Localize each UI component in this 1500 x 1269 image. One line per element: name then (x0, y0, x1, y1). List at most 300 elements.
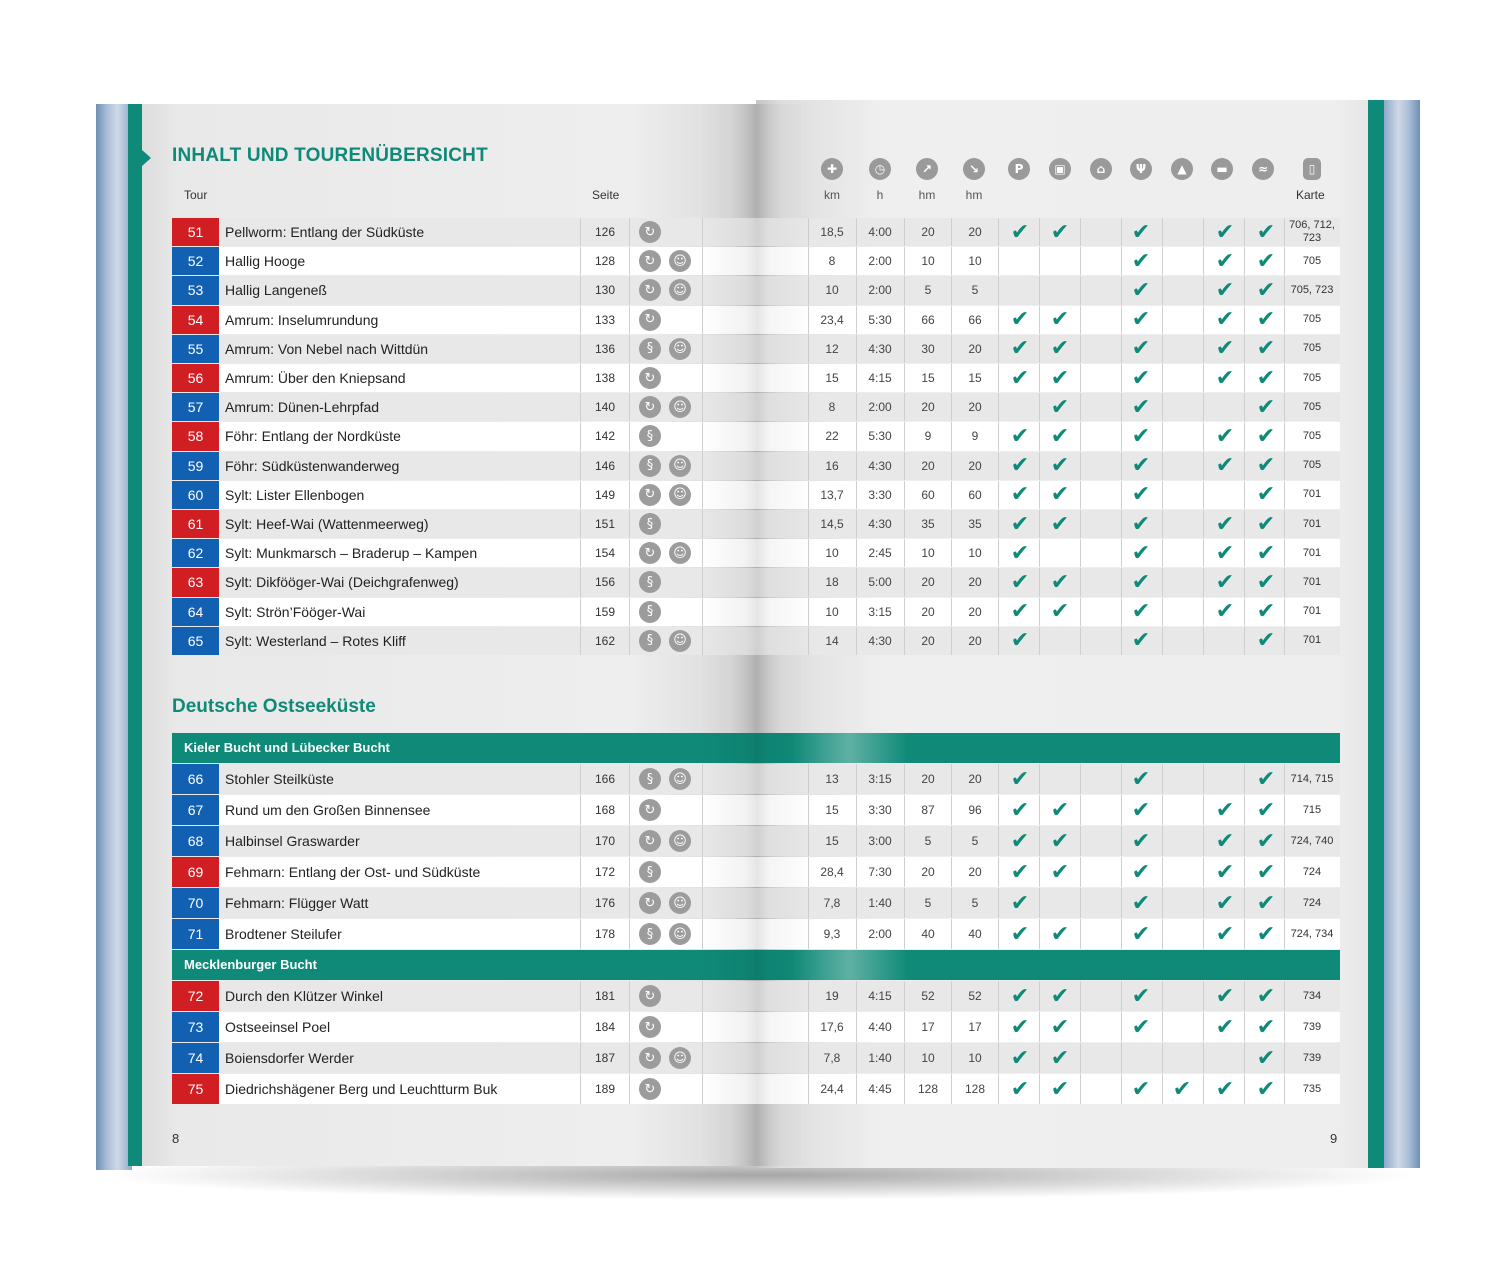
tour-number: 53 (172, 276, 219, 304)
header-h: h (876, 188, 884, 202)
column-divider (1203, 1012, 1204, 1042)
amenity-check-icon: ✔ (1010, 511, 1030, 537)
tour-name: Rund um den Großen Binnensee (225, 802, 431, 818)
column-divider (702, 795, 703, 825)
column-divider (629, 981, 630, 1011)
column-divider (998, 539, 999, 567)
cable-car-icon: ⌂ (1090, 158, 1112, 180)
amenity-check-icon: ✔ (1131, 983, 1151, 1009)
column-divider (1203, 306, 1204, 334)
column-divider (1039, 335, 1040, 363)
one-way-tour-icon: § (639, 513, 661, 535)
column-divider (629, 364, 630, 392)
tour-name: Diedrichshägener Berg und Leuchtturm Buk (225, 1081, 498, 1097)
tour-duration: 4:30 (868, 458, 892, 473)
column-divider (1203, 598, 1204, 626)
column-divider (1203, 919, 1204, 949)
column-divider (1203, 452, 1204, 480)
column-divider (1162, 627, 1163, 655)
tour-map-number: 701 (1302, 546, 1322, 559)
column-divider (1244, 1074, 1245, 1104)
column-divider (629, 452, 630, 480)
tour-name: Föhr: Entlang der Nordküste (225, 428, 401, 445)
tour-ascent: 5 (924, 896, 932, 910)
column-divider (1080, 1074, 1081, 1104)
tour-page: 154 (594, 546, 616, 561)
column-divider (1244, 568, 1245, 596)
column-divider (1284, 335, 1285, 363)
tour-map-number: 705 (1302, 313, 1322, 326)
book-edge-right (1384, 100, 1420, 1168)
column-divider (856, 218, 857, 246)
tour-page: 142 (594, 429, 616, 444)
column-divider (1203, 335, 1204, 363)
round-tour-icon: ↻ (639, 892, 661, 914)
table-row (172, 306, 1340, 334)
column-divider (1121, 364, 1122, 392)
column-divider (580, 981, 581, 1011)
tour-name: Brodtener Steilufer (225, 926, 342, 942)
column-divider (808, 919, 809, 949)
amenity-check-icon: ✔ (1050, 983, 1070, 1009)
column-divider (856, 452, 857, 480)
amenity-check-icon (1162, 888, 1202, 918)
amenity-check-icon: ✔ (1215, 453, 1235, 479)
column-divider (629, 481, 630, 509)
tour-name: Amrum: Von Nebel nach Wittdün (225, 340, 429, 357)
right-accent-bar (1368, 100, 1384, 1168)
column-divider (1080, 826, 1081, 856)
amenity-check-icon: ✔ (1010, 1045, 1030, 1071)
column-divider (629, 795, 630, 825)
column-divider (580, 510, 581, 538)
column-divider (1284, 276, 1285, 304)
column-divider (1039, 481, 1040, 509)
column-divider (1244, 306, 1245, 334)
tour-page: 168 (594, 803, 616, 817)
family-friendly-icon: ☺ (669, 484, 691, 506)
round-tour-icon: ↻ (639, 279, 661, 301)
column-divider (904, 1043, 905, 1073)
column-divider (1284, 481, 1285, 509)
amenity-check-icon: ✔ (1256, 511, 1276, 537)
column-divider (808, 857, 809, 887)
tour-map-number: 715 (1302, 803, 1322, 816)
column-divider (1244, 981, 1245, 1011)
table-row (172, 335, 1340, 363)
tour-distance: 13 (825, 772, 839, 786)
column-divider (1162, 218, 1163, 246)
tour-name: Hallig Langeneß (225, 282, 327, 299)
column-divider (702, 393, 703, 421)
column-divider (1203, 1043, 1204, 1073)
column-divider (1121, 422, 1122, 450)
column-divider (1121, 764, 1122, 794)
column-divider (951, 919, 952, 949)
amenity-check-icon: ✔ (1256, 365, 1276, 391)
tour-number: 75 (172, 1074, 219, 1104)
tour-map-number: 705 (1302, 342, 1322, 355)
column-divider (808, 481, 809, 509)
column-divider (1080, 510, 1081, 538)
amenity-check-icon (1162, 1012, 1202, 1042)
column-divider (856, 795, 857, 825)
column-divider (702, 981, 703, 1011)
tour-ascent: 128 (917, 1082, 939, 1096)
column-divider (1080, 335, 1081, 363)
column-divider (580, 335, 581, 363)
column-divider (951, 598, 952, 626)
column-divider (808, 393, 809, 421)
tour-page: 126 (594, 225, 616, 240)
column-divider (904, 393, 905, 421)
header-hm-down: hm (965, 188, 983, 202)
column-divider (1080, 247, 1081, 275)
amenity-check-icon (1080, 598, 1120, 626)
amenity-check-icon (1080, 981, 1120, 1011)
tour-distance: 28,4 (820, 865, 844, 879)
column-divider (1080, 481, 1081, 509)
column-divider (1162, 598, 1163, 626)
header-hm-up: hm (918, 188, 936, 202)
tour-number: 55 (172, 335, 219, 363)
amenity-check-icon: ✔ (1010, 365, 1030, 391)
family-friendly-icon: ☺ (669, 630, 691, 652)
amenity-check-icon: ✔ (1010, 766, 1030, 792)
tour-descent: 20 (968, 225, 982, 240)
column-divider (856, 981, 857, 1011)
column-divider (856, 826, 857, 856)
amenity-check-icon (1080, 826, 1120, 856)
accommodation-icon: ▬ (1211, 158, 1233, 180)
tour-number: 62 (172, 539, 219, 567)
column-divider (702, 218, 703, 246)
column-divider (1039, 510, 1040, 538)
tour-descent: 128 (964, 1082, 986, 1096)
tour-duration: 4:30 (868, 633, 892, 648)
column-divider (629, 627, 630, 655)
column-divider (580, 539, 581, 567)
amenity-check-icon: ✔ (1010, 890, 1030, 916)
table-row (172, 981, 1340, 1011)
column-divider (904, 422, 905, 450)
amenity-check-icon (1040, 764, 1080, 794)
amenity-check-icon (1080, 364, 1120, 392)
tour-descent: 66 (968, 312, 982, 327)
tour-ascent: 40 (921, 927, 935, 941)
amenity-check-icon: ✔ (1256, 628, 1276, 654)
column-divider (629, 568, 630, 596)
tour-name: Durch den Klützer Winkel (225, 988, 383, 1004)
column-divider (1162, 452, 1163, 480)
column-divider (998, 981, 999, 1011)
tour-page: 149 (594, 487, 616, 502)
column-divider (1162, 393, 1163, 421)
amenity-check-icon: ✔ (1256, 453, 1276, 479)
column-divider (1203, 1074, 1204, 1104)
table-row (172, 857, 1340, 887)
tour-number: 58 (172, 422, 219, 450)
column-divider (1284, 247, 1285, 275)
amenity-check-icon (1000, 393, 1040, 421)
column-divider (856, 888, 857, 918)
left-accent-bar (128, 104, 142, 1166)
signpost-icon: ✚ (821, 158, 843, 180)
column-divider (1039, 364, 1040, 392)
swimming-icon: ≈ (1252, 158, 1274, 180)
column-divider (1080, 981, 1081, 1011)
column-divider (951, 364, 952, 392)
column-divider (1203, 981, 1204, 1011)
amenity-check-icon (1162, 452, 1202, 480)
tour-number: 64 (172, 598, 219, 626)
column-divider (1039, 888, 1040, 918)
column-divider (904, 364, 905, 392)
amenity-check-icon: ✔ (1131, 828, 1151, 854)
column-divider (1162, 335, 1163, 363)
column-divider (904, 981, 905, 1011)
amenity-check-icon (1080, 1043, 1120, 1073)
column-divider (808, 1043, 809, 1073)
amenity-check-icon: ✔ (1215, 277, 1235, 303)
column-divider (1284, 888, 1285, 918)
column-divider (951, 764, 952, 794)
column-divider (1121, 857, 1122, 887)
column-divider (808, 598, 809, 626)
column-divider (998, 393, 999, 421)
tour-distance: 22 (825, 429, 839, 444)
column-divider (998, 1043, 999, 1073)
column-divider (951, 795, 952, 825)
tour-number: 51 (172, 218, 219, 246)
column-divider (702, 481, 703, 509)
column-divider (1039, 627, 1040, 655)
column-divider (998, 481, 999, 509)
column-divider (904, 627, 905, 655)
amenity-check-icon (1162, 422, 1202, 450)
column-divider (1244, 598, 1245, 626)
column-divider (856, 627, 857, 655)
column-divider (1244, 510, 1245, 538)
tour-map-number: 724 (1302, 896, 1322, 909)
column-divider (1284, 422, 1285, 450)
column-divider (1203, 422, 1204, 450)
book-edge-left (96, 104, 132, 1170)
column-divider (856, 568, 857, 596)
amenity-check-icon: ✔ (1215, 307, 1235, 333)
column-divider (629, 1012, 630, 1042)
column-divider (1244, 481, 1245, 509)
restaurant-icon: Ψ (1130, 158, 1152, 180)
tour-name: Sylt: Strön’Fööger-Wai (225, 603, 366, 620)
tour-duration: 5:00 (868, 575, 892, 590)
round-tour-icon: ↻ (639, 830, 661, 852)
table-row (172, 568, 1340, 596)
tour-ascent: 17 (921, 1020, 935, 1034)
column-divider (1162, 568, 1163, 596)
amenity-check-icon: ✔ (1050, 1076, 1070, 1102)
one-way-tour-icon: § (639, 425, 661, 447)
amenity-check-icon: ✔ (1172, 1076, 1192, 1102)
tour-descent: 96 (968, 803, 982, 817)
column-divider (856, 1043, 857, 1073)
amenity-check-icon: ✔ (1215, 1014, 1235, 1040)
round-tour-icon: ↻ (639, 985, 661, 1007)
amenity-check-icon (1205, 481, 1245, 509)
amenity-check-icon (1080, 247, 1120, 275)
column-divider (580, 919, 581, 949)
column-divider (1039, 306, 1040, 334)
tour-distance: 10 (825, 604, 839, 619)
amenity-check-icon: ✔ (1256, 921, 1276, 947)
column-divider (998, 795, 999, 825)
column-divider (1162, 764, 1163, 794)
tour-name: Halbinsel Graswarder (225, 833, 360, 849)
amenity-check-icon (1205, 764, 1245, 794)
amenity-check-icon (1080, 857, 1120, 887)
tour-name: Fehmarn: Flügger Watt (225, 895, 369, 911)
column-divider (1244, 826, 1245, 856)
tour-map-number: 705 (1302, 400, 1322, 413)
column-divider (808, 981, 809, 1011)
amenity-check-icon: ✔ (1131, 540, 1151, 566)
amenity-check-icon: ✔ (1256, 890, 1276, 916)
amenity-check-icon: ✔ (1131, 921, 1151, 947)
tour-distance: 16 (825, 458, 839, 473)
tour-descent: 20 (968, 865, 982, 879)
column-divider (951, 539, 952, 567)
header-km: km (824, 188, 840, 202)
tour-distance: 17,6 (820, 1020, 844, 1034)
tour-name: Amrum: Dünen-Lehrpfad (225, 399, 380, 416)
column-divider (951, 422, 952, 450)
amenity-check-icon (1080, 335, 1120, 363)
tour-name: Boiensdorfer Werder (225, 1050, 354, 1066)
column-divider (998, 247, 999, 275)
column-divider (580, 627, 581, 655)
column-divider (702, 364, 703, 392)
tour-duration: 4:40 (868, 1020, 892, 1034)
table-row (172, 627, 1340, 655)
tour-number: 61 (172, 510, 219, 538)
amenity-check-icon: ✔ (1010, 983, 1030, 1009)
column-divider (702, 826, 703, 856)
column-divider (998, 1012, 999, 1042)
column-divider (904, 919, 905, 949)
header-tour: Tour (184, 188, 208, 202)
tour-map-number: 705 (1302, 254, 1322, 267)
column-divider (1080, 857, 1081, 887)
table-row (172, 393, 1340, 421)
tour-ascent: 10 (921, 254, 935, 269)
tour-page: 181 (594, 989, 616, 1003)
round-tour-icon: ↻ (639, 250, 661, 272)
column-divider (1244, 627, 1245, 655)
column-divider (856, 919, 857, 949)
amenity-check-icon: ✔ (1010, 797, 1030, 823)
amenity-check-icon: ✔ (1131, 1076, 1151, 1102)
column-divider (702, 627, 703, 655)
tour-page: 130 (594, 283, 616, 298)
tour-map-number: 701 (1302, 575, 1322, 588)
column-divider (998, 422, 999, 450)
tour-distance: 10 (825, 283, 839, 298)
amenity-check-icon: ✔ (1131, 219, 1151, 245)
tour-page: 189 (594, 1082, 616, 1096)
amenity-check-icon (1162, 306, 1202, 334)
amenity-check-icon: ✔ (1050, 307, 1070, 333)
map-icon: ▯ (1303, 158, 1321, 180)
column-divider (1121, 598, 1122, 626)
tour-ascent: 20 (921, 604, 935, 619)
column-divider (1203, 888, 1204, 918)
column-divider (702, 1043, 703, 1073)
tour-name: Pellworm: Entlang der Südküste (225, 224, 425, 241)
amenity-check-icon: ✔ (1215, 423, 1235, 449)
amenity-check-icon (1121, 1043, 1161, 1073)
column-divider (629, 764, 630, 794)
column-divider (1203, 481, 1204, 509)
family-friendly-icon: ☺ (669, 279, 691, 301)
amenity-check-icon (1080, 568, 1120, 596)
column-divider (580, 218, 581, 246)
amenity-check-icon: ✔ (1131, 628, 1151, 654)
amenity-check-icon (1205, 1043, 1245, 1073)
amenity-check-icon: ✔ (1215, 219, 1235, 245)
column-divider (951, 276, 952, 304)
round-tour-icon: ↻ (639, 1078, 661, 1100)
column-divider (1203, 795, 1204, 825)
tour-map-number: 734 (1302, 989, 1322, 1002)
tour-page: 176 (594, 896, 616, 910)
tour-name: Stohler Steilküste (225, 771, 334, 787)
column-divider (1121, 981, 1122, 1011)
column-divider (1244, 335, 1245, 363)
column-divider (580, 481, 581, 509)
amenity-check-icon (1080, 627, 1120, 655)
column-divider (998, 452, 999, 480)
amenity-check-icon (1162, 919, 1202, 949)
tour-distance: 15 (825, 834, 839, 848)
amenity-check-icon: ✔ (1131, 453, 1151, 479)
family-friendly-icon: ☺ (669, 396, 691, 418)
column-divider (629, 598, 630, 626)
column-divider (702, 276, 703, 304)
column-divider (1039, 826, 1040, 856)
amenity-check-icon (1205, 627, 1245, 655)
amenity-check-icon (1040, 539, 1080, 567)
amenity-check-icon (1205, 393, 1245, 421)
one-way-tour-icon: § (639, 630, 661, 652)
tour-ascent: 5 (924, 283, 932, 298)
column-divider (1203, 764, 1204, 794)
amenity-check-icon (1080, 919, 1120, 949)
column-divider (1039, 598, 1040, 626)
tour-ascent: 9 (924, 429, 932, 444)
tour-map-number: 714, 715 (1290, 772, 1334, 785)
column-divider (904, 826, 905, 856)
tour-ascent: 20 (921, 225, 935, 240)
column-divider (629, 218, 630, 246)
amenity-check-icon (1080, 539, 1120, 567)
column-divider (580, 764, 581, 794)
column-divider (904, 306, 905, 334)
tour-descent: 52 (968, 989, 982, 1003)
tour-distance: 14,5 (820, 517, 844, 532)
amenity-check-icon: ✔ (1256, 219, 1276, 245)
tour-number: 74 (172, 1043, 219, 1073)
column-divider (1039, 422, 1040, 450)
